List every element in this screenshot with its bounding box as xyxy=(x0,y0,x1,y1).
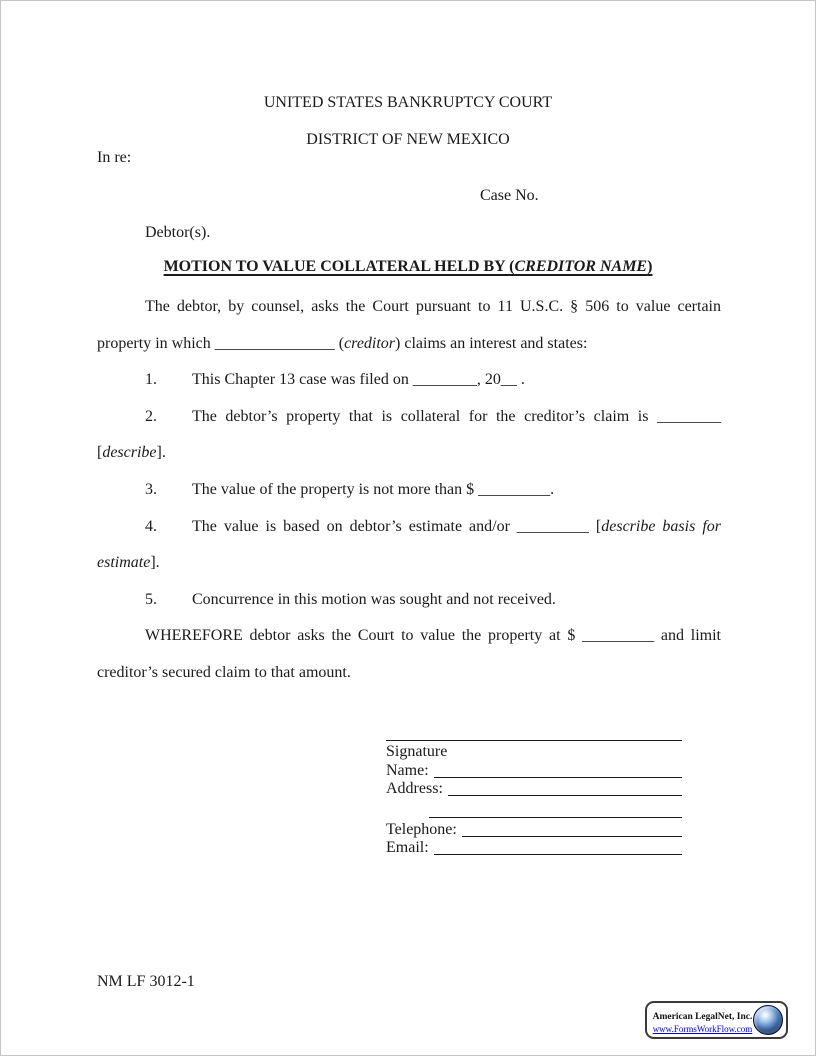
legalnet-badge-text xyxy=(652,1005,753,1035)
signature-line-row xyxy=(386,724,682,743)
paragraph-item-4: 4. The value is based on debtor’s estimate and/or _________ [describe basis for estimate]. xyxy=(97,517,721,572)
paragraph-wherefore: WHEREFORE debtor asks the Court to value the property at $ _________ and limit creditor’s secured claim to that amount. xyxy=(97,627,721,681)
court-title: UNITED STATES BANKRUPTCY COURT xyxy=(263,94,553,111)
formsworkflow-link[interactable]: www.FormsWorkFlow.com xyxy=(652,1024,753,1035)
address-blank-line xyxy=(448,794,682,796)
signature-label: Signature xyxy=(386,743,448,761)
paragraph-item-1: 1. This Chapter 13 case was filed on ________, 20__ . xyxy=(145,371,525,389)
email-label: Email: xyxy=(386,839,429,857)
globe-logo-icon xyxy=(753,1005,783,1035)
name-label: Name: xyxy=(386,761,429,779)
legalnet-company-name: American LegalNet, Inc. xyxy=(652,1012,753,1022)
name-blank-line xyxy=(434,776,682,778)
district-title: DISTRICT OF NEW MEXICO xyxy=(306,131,510,148)
name-row xyxy=(386,761,682,780)
in-re-label: In re: xyxy=(97,149,132,166)
email-blank-line xyxy=(434,853,682,855)
debtors-label: Debtor(s). xyxy=(145,224,211,241)
paragraph-item-5: 5. Concurrence in this motion was sought and not received. xyxy=(145,590,556,608)
paragraph-intro: The debtor, by counsel, asks the Court pursuant to 11 U.S.C. § 506 to value certain property in which _______________ (creditor) claims an interest and states: xyxy=(97,298,721,352)
telephone-label: Telephone: xyxy=(386,820,457,838)
signature-label-row xyxy=(386,743,682,762)
signature-blank-line xyxy=(386,739,682,741)
address-continuation-row xyxy=(386,801,682,820)
signature-block xyxy=(386,724,682,857)
form-number: NM LF 3012-1 xyxy=(97,973,195,990)
paragraph-item-3: 3. The value of the property is not more than $ _________. xyxy=(145,480,555,498)
address-row xyxy=(386,780,682,799)
motion-title: MOTION TO VALUE COLLATERAL HELD BY (CREDITOR NAME) xyxy=(163,258,653,275)
telephone-row xyxy=(386,820,682,839)
address-continuation-blank-line xyxy=(429,816,682,818)
motion-body xyxy=(97,289,721,692)
email-row xyxy=(386,839,682,858)
motion-title-line xyxy=(1,258,815,276)
address-label: Address: xyxy=(386,780,443,798)
paragraph-item-2: 2. The debtor’s property that is collateral for the creditor’s claim is ________ [describe]. xyxy=(97,407,721,462)
case-no-label: Case No. xyxy=(480,187,539,204)
telephone-blank-line xyxy=(462,835,682,837)
legalnet-badge xyxy=(645,1001,788,1039)
